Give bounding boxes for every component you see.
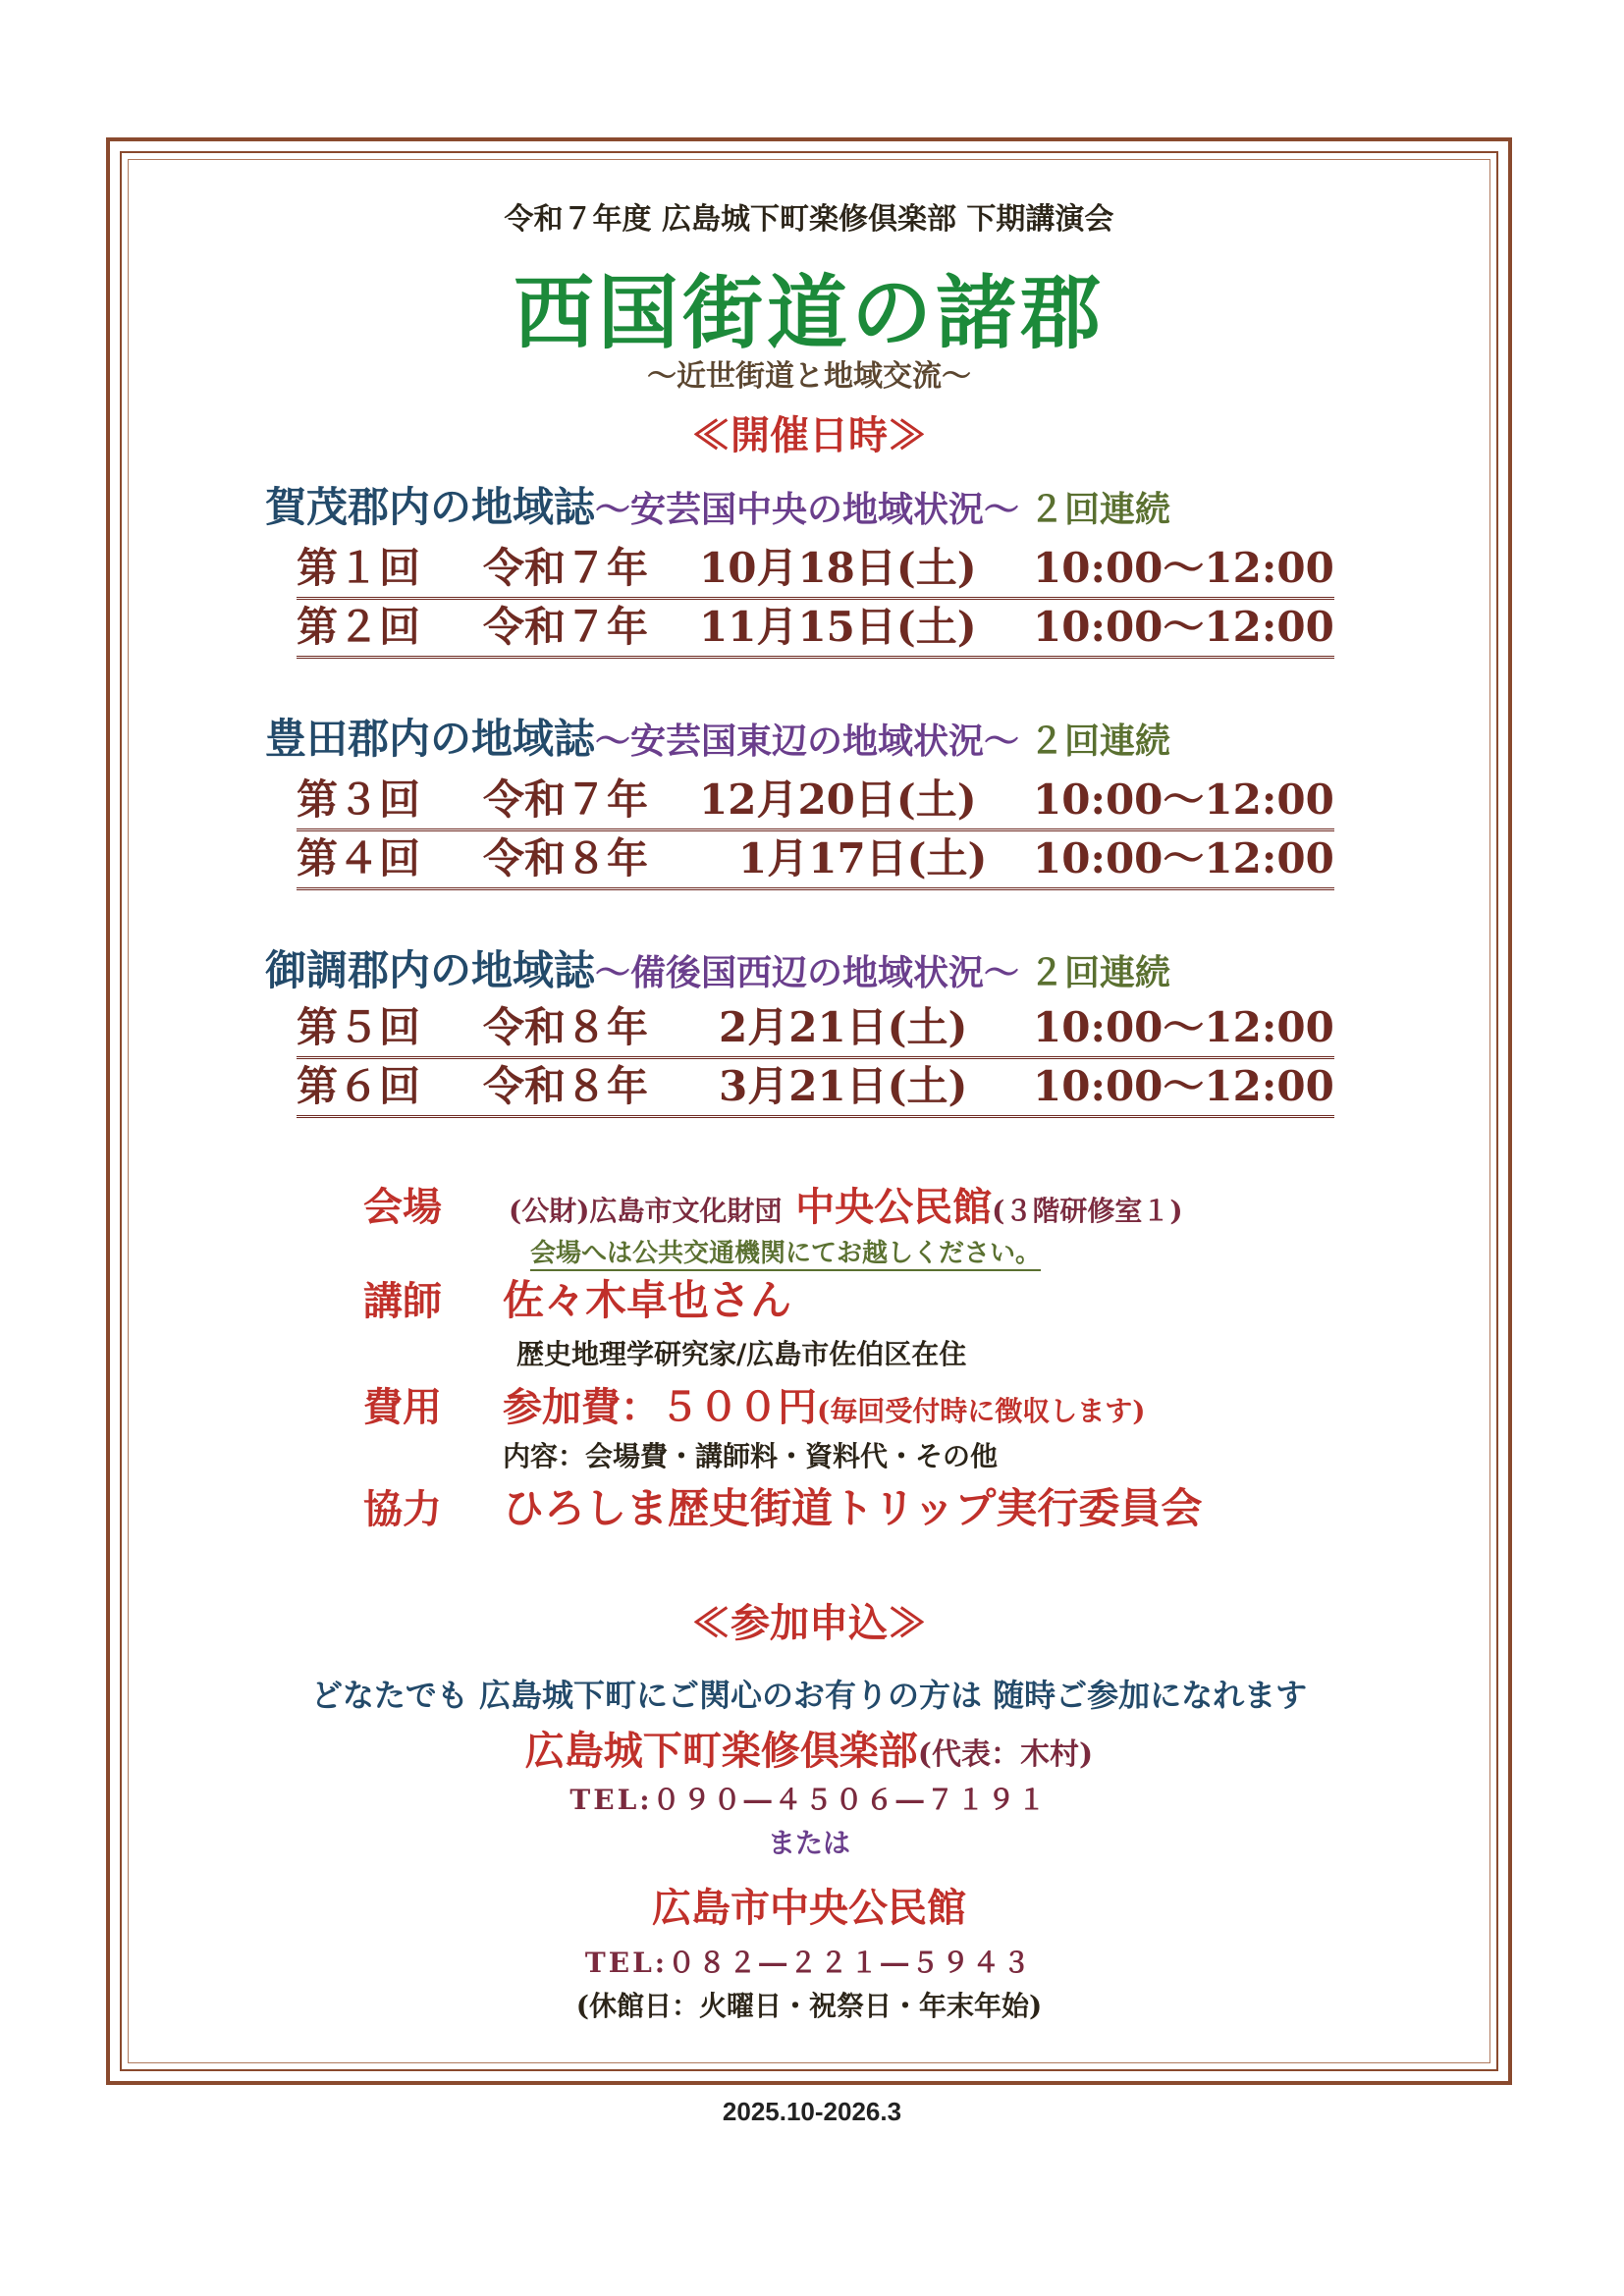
- session-number: 第６回: [297, 1062, 421, 1110]
- venue-org: (公財)広島市文化財団: [509, 1195, 783, 1227]
- lecturer-label: 講師: [363, 1278, 442, 1324]
- session-date: 11月15日(土): [699, 603, 977, 651]
- organizer-line: [128, 1720, 1490, 1776]
- community-center-phone: TEL:０８２―２２１―５９４３: [584, 1947, 1034, 1979]
- session-number: 第２回: [297, 603, 421, 651]
- session-date: 10月18日(土): [699, 544, 977, 592]
- session-time: 10:00～12:00: [1033, 544, 1334, 592]
- session-row: [297, 995, 1334, 1059]
- fee-label: 費用: [363, 1384, 442, 1430]
- venue-line: [509, 1176, 1183, 1232]
- session-era: 令和７年: [483, 544, 649, 592]
- fee-amount: 参加費：５００円: [503, 1384, 817, 1430]
- organizer-name: 広島城下町楽修倶楽部: [524, 1728, 918, 1774]
- lecturer-name: 佐々木卓也さん: [503, 1276, 792, 1324]
- session-row: [297, 768, 1334, 831]
- region-desc: ～備後国西辺の地域状況～: [595, 952, 1020, 993]
- session-era: 令和８年: [483, 1062, 649, 1110]
- schedule-heading: ≪開催日時≫: [691, 412, 927, 458]
- cooperation-name: ひろしま歴史街道トリップ実行委員会: [503, 1484, 1203, 1532]
- region-kamo-heading: [265, 475, 1170, 534]
- region-toyota-heading: [265, 707, 1170, 766]
- session-number: 第３回: [297, 775, 421, 824]
- or-text: または: [767, 1827, 850, 1859]
- session-date: 1月17日(土): [738, 834, 988, 882]
- region-name: 御調郡内の地域誌: [265, 946, 596, 994]
- organizer-phone: TEL:０９０―４５０６―７１９１: [569, 1784, 1049, 1816]
- venue-note: 会場へは公共交通機関にてお越しください。: [530, 1233, 1041, 1271]
- venue-room: (３階研修室１): [992, 1195, 1183, 1227]
- session-date: 2月21日(土): [719, 1003, 968, 1051]
- session-row: [297, 536, 1334, 600]
- session-time: 10:00～12:00: [1033, 775, 1334, 824]
- community-center-name: 広島市中央公民館: [652, 1885, 966, 1931]
- venue-label: 会場: [363, 1184, 442, 1230]
- region-name: 賀茂郡内の地域誌: [265, 483, 596, 531]
- region-name: 豊田郡内の地域誌: [265, 715, 596, 763]
- session-era: 令和８年: [483, 1003, 649, 1051]
- region-continuity: ２回連続: [1029, 489, 1171, 530]
- session-number: 第４回: [297, 834, 421, 882]
- session-era: 令和７年: [483, 775, 649, 824]
- session-row: [297, 1054, 1334, 1118]
- session-row: [297, 595, 1334, 659]
- period-footer: 2025.10-2026.3: [722, 2097, 902, 2126]
- session-number: 第５回: [297, 1003, 421, 1051]
- region-desc: ～安芸国中央の地域状況～: [595, 489, 1020, 530]
- fee-note: (毎回受付時に徴収します): [817, 1395, 1146, 1427]
- lecturer-profile: 歴史地理学研究家/広島市佐伯区在住: [516, 1338, 967, 1370]
- cooperation-label: 協力: [363, 1486, 442, 1532]
- venue-name: 中央公民館: [795, 1184, 993, 1230]
- region-mitsugi-heading: [265, 938, 1170, 997]
- session-date: 12月20日(土): [699, 775, 977, 824]
- session-row: [297, 827, 1334, 890]
- organizer-representative: (代表：木村): [917, 1737, 1094, 1772]
- session-time: 10:00～12:00: [1033, 1062, 1334, 1110]
- region-desc: ～安芸国東辺の地域状況～: [595, 721, 1020, 762]
- main-title: 西国街道の諸郡: [513, 266, 1105, 360]
- fee-line: [503, 1376, 1146, 1432]
- fee-detail: 内容：会場費・講師料・資料代・その他: [503, 1440, 999, 1472]
- session-era: 令和８年: [483, 834, 649, 882]
- application-heading: ≪参加申込≫: [691, 1600, 927, 1646]
- region-continuity: ２回連続: [1029, 721, 1171, 762]
- open-invitation: どなたでも 広島城下町にご関心のお有りの方は 随時ご参加になれます: [310, 1677, 1308, 1714]
- session-time: 10:00～12:00: [1033, 1003, 1334, 1051]
- session-time: 10:00～12:00: [1033, 603, 1334, 651]
- session-time: 10:00～12:00: [1033, 834, 1334, 882]
- session-number: 第１回: [297, 544, 421, 592]
- region-continuity: ２回連続: [1029, 952, 1171, 993]
- session-era: 令和７年: [483, 603, 649, 651]
- tagline: ～近世街道と地域交流～: [647, 359, 971, 394]
- flyer-content: [128, 159, 1490, 2063]
- session-date: 3月21日(土): [719, 1062, 968, 1110]
- lecture-series-subtitle: 令和７年度 広島城下町楽修倶楽部 下期講演会: [504, 202, 1114, 237]
- closed-days: (休館日：火曜日・祝祭日・年末年始): [575, 1990, 1043, 2022]
